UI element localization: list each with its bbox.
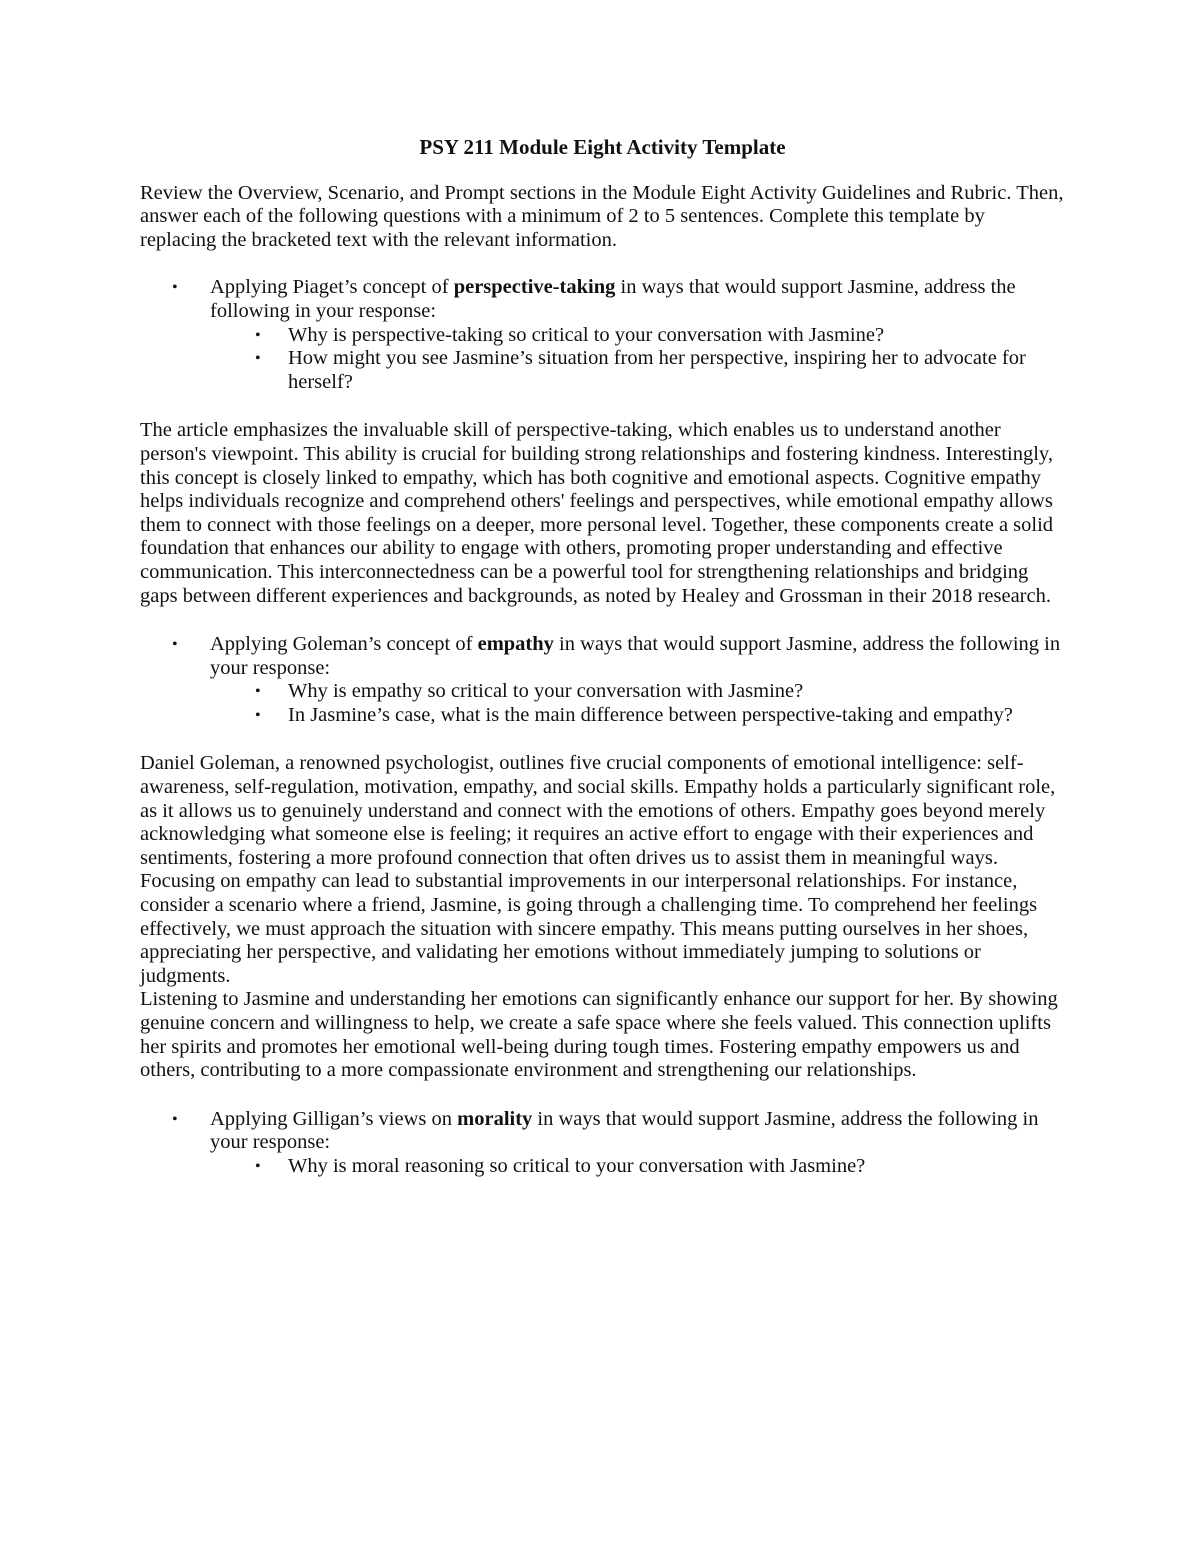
question-item <box>255 323 1065 348</box>
prompt-text: Applying Goleman’s concept of <box>210 633 478 656</box>
document-body <box>140 136 1065 1179</box>
question-text: Why is perspective-taking so critical to your conversation with Jasmine? <box>288 323 885 346</box>
answer-paragraph: Daniel Goleman, a renowned psychologist, outlines five crucial components of emotional intelligence: self-awareness, self-regulation, motivation, empathy, and social skills. Empathy holds a particularly significant role, as it allows us to genuinely understand and connect with the emotions of others. Empathy goes beyond merely acknowledging what someone else is feeling; it requires an active effort to engage with their experiences and sentiments, fostering a more profound connection that often drives us to assist them in meaningful ways. <box>140 752 1056 869</box>
question-item <box>255 703 1065 728</box>
question-list <box>210 680 1065 727</box>
question-text: Why is moral reasoning so critical to your conversation with Jasmine? <box>288 1154 866 1177</box>
bullet-icon: • <box>172 636 178 654</box>
prompt-list-goleman <box>140 633 1065 727</box>
bullet-icon: • <box>255 326 261 344</box>
bullet-icon: • <box>172 279 178 297</box>
question-text: Why is empathy so critical to your conversation with Jasmine? <box>288 680 804 703</box>
question-list <box>210 1155 1065 1179</box>
prompt-text: Applying Piaget’s concept of <box>210 276 454 299</box>
prompt-keyword: empathy <box>477 633 554 656</box>
prompt-list-piaget <box>140 276 1065 394</box>
bullet-icon: • <box>255 350 261 368</box>
prompt-text: Applying Gilligan’s views on <box>210 1107 458 1130</box>
bullet-icon: • <box>255 683 261 701</box>
question-list <box>210 324 1065 395</box>
prompt-item-goleman <box>172 633 1065 727</box>
question-item <box>255 347 1065 394</box>
question-text: In Jasmine’s case, what is the main difference between perspective-taking and empathy? <box>288 703 1013 726</box>
bullet-icon: • <box>255 1157 261 1175</box>
prompt-list-gilligan <box>140 1108 1065 1179</box>
prompt-text: in ways that would support Jasmine, address the following in your response: <box>210 1107 1039 1154</box>
prompt-item-piaget <box>172 276 1065 394</box>
prompt-item-gilligan <box>172 1107 1065 1179</box>
answer-paragraph: Focusing on empathy can lead to substantial improvements in our interpersonal relationships. For instance, consider a scenario where a friend, Jasmine, is going through a challenging time. To comprehend her feelings effectively, we must approach the situation with sincere empathy. This means putting ourselves in her shoes, appreciating her perspective, and validating her emotions without immediately jumping to solutions or judgments. <box>140 870 1038 987</box>
prompt-text: in ways that would support Jasmine, address the following in your response: <box>210 276 1016 322</box>
prompt-text: in ways that would support Jasmine, address the following in your response: <box>210 633 1061 679</box>
intro-paragraph: Review the Overview, Scenario, and Prompt sections in the Module Eight Activity Guidelines and Rubric. Then, answer each of the following questions with a minimum of 2 to 5 sentences. Complete this template by replacing the bracketed text with the relevant information. <box>140 181 1064 251</box>
question-item <box>255 1154 1065 1179</box>
prompt-keyword: morality <box>457 1107 533 1130</box>
prompt-keyword: perspective-taking <box>453 276 616 299</box>
bullet-icon: • <box>255 706 261 724</box>
question-item <box>255 680 1065 704</box>
answer-paragraph: The article emphasizes the invaluable skill of perspective-taking, which enables us to understand another person's viewpoint. This ability is crucial for building strong relationships and fostering kindness. Interestingly, this concept is closely linked to empathy, which has both cognitive and emotional aspects. Cognitive empathy helps individuals recognize and comprehend others' feelings and perspectives, while emotional empathy allows them to connect with those feelings on a deeper, more personal level. Together, these components create a solid foundation that enhances our ability to engage with others, promoting proper understanding and effective communication. This interconnectedness can be a powerful tool for strengthening relationships and bridging gaps between different experiences and backgrounds, as noted by Healey and Grossman in their 2018 research. <box>140 419 1054 607</box>
question-text: How might you see Jasmine’s situation from her perspective, inspiring her to advocate for herself? <box>288 347 1026 393</box>
document-title: PSY 211 Module Eight Activity Template <box>419 135 786 159</box>
bullet-icon: • <box>172 1110 178 1128</box>
answer-paragraph: Listening to Jasmine and understanding her emotions can significantly enhance our support for her. By showing genuine concern and willingness to help, we create a safe space where she feels valued. This connection uplifts her spirits and promotes her emotional well-being during tough times. Fostering empathy empowers us and others, contributing to a more compassionate environment and strengthening our relationships. <box>140 988 1058 1082</box>
